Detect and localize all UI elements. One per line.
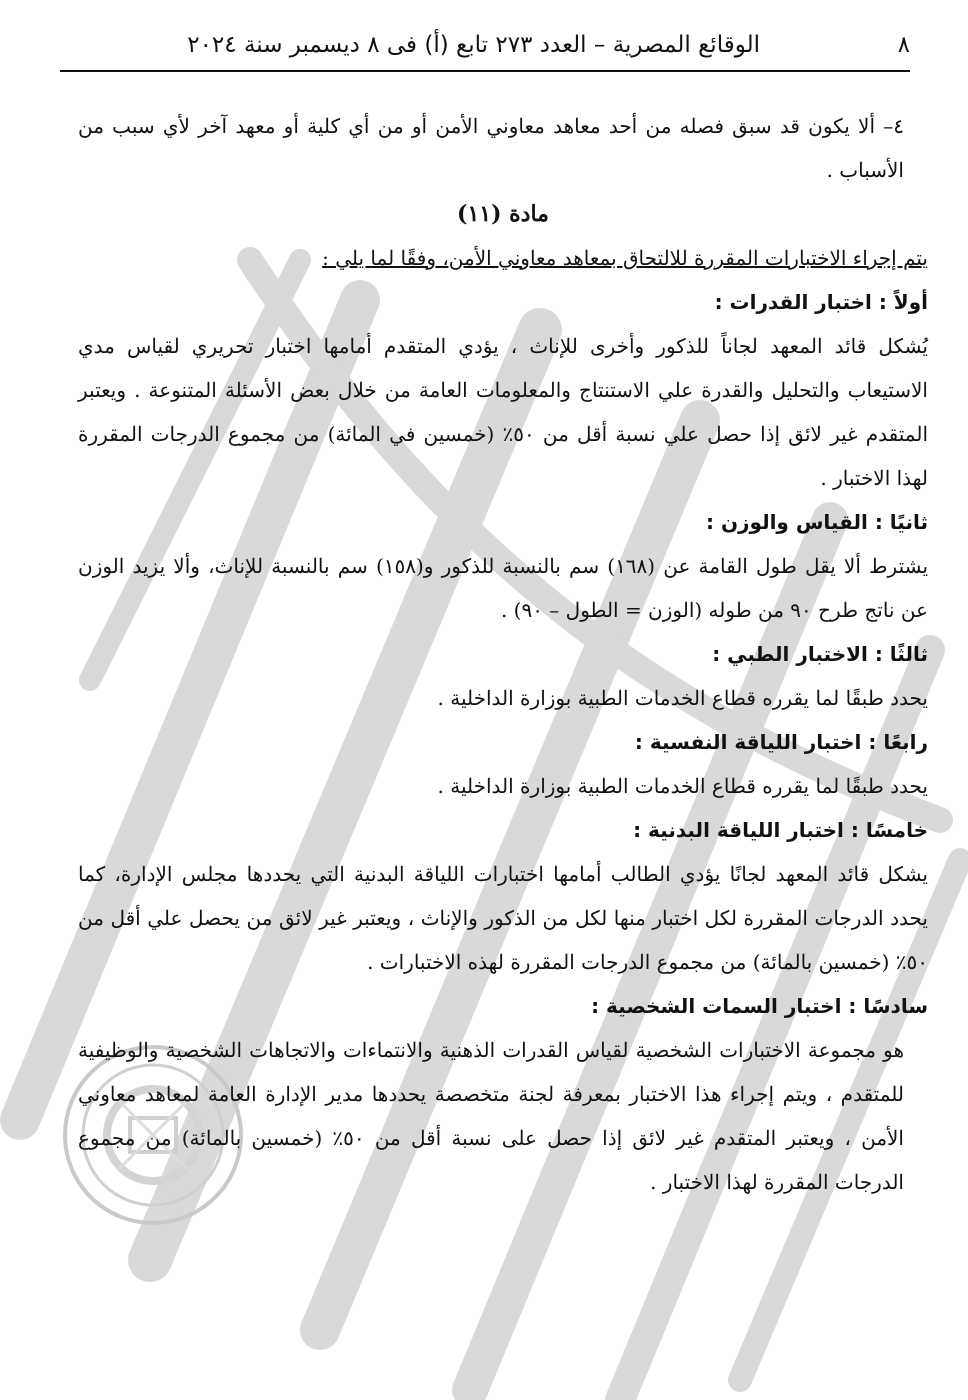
page-number: ٨	[897, 32, 910, 58]
article-intro-text: يتم إجراء الاختبارات المقررة للالتحاق بمعاهد معاوني الأمن، وفقًا لما يلي :	[322, 246, 928, 270]
article-intro	[78, 236, 928, 280]
gazette-title: الوقائع المصرية – العدد ٢٧٣ تابع (أ) فى ٨ ديسمبر سنة ٢٠٢٤	[187, 32, 760, 58]
document-body	[78, 104, 928, 1204]
section-5-text: يشكل قائد المعهد لجانًا يؤدي الطالب أمامها اختبارات اللياقة البدنية التي يحددها مجلس الإدارة، كما يحدد الدرجات المقررة لكل اختبار منها لكل من الذكور والإناث ، ويعتبر غير لائق من يحصل علي أقل من ٥٠٪ (خمسين بالمائة) من مجموع الدرجات المقررة لهذه الاختبارات .	[78, 862, 928, 974]
clause-4: ٤– ألا يكون قد سبق فصله من أحد معاهد معاوني الأمن أو من أي كلية أو معهد آخر لأي سبب من الأسباب .	[78, 114, 904, 182]
section-6-text: هو مجموعة الاختبارات الشخصية لقياس القدرات الذهنية والانتماءات والاتجاهات الشخصية والوظيفية للمتقدم ، ويتم إجراء هذا الاختبار بمعرفة لجنة متخصصة يحددها مدير الإدارة العامة لمعاهد معاوني الأمن ، ويعتبر المتقدم غير لائق إذا حصل على نسبة أقل من ٥٠٪ (خمسين بالمائة) من مجموع الدرجات المقررة لهذا الاختبار .	[78, 1038, 904, 1194]
section-3-text: يحدد طبقًا لما يقرره قطاع الخدمات الطبية بوزارة الداخلية .	[437, 686, 928, 710]
section-1-title: أولاً : اختبار القدرات :	[714, 290, 928, 314]
article-title: مادة (١١)	[457, 201, 549, 227]
section-4-title: رابعًا : اختبار اللياقة النفسية :	[634, 730, 928, 754]
section-2-title: ثانيًا : القياس والوزن :	[705, 510, 928, 534]
page-header	[60, 28, 910, 72]
section-2-text: يشترط ألا يقل طول القامة عن (١٦٨) سم بالنسبة للذكور و(١٥٨) سم بالنسبة للإناث، وألا يزيد الوزن عن ناتج طرح ٩٠ من طوله (الوزن = الطول – ٩٠) .	[78, 554, 929, 622]
section-5-title: خامسًا : اختبار اللياقة البدنية :	[633, 818, 928, 842]
section-3-title: ثالثًا : الاختبار الطبي :	[712, 642, 928, 666]
section-4-text: يحدد طبقًا لما يقرره قطاع الخدمات الطبية بوزارة الداخلية .	[437, 774, 928, 798]
section-1-text: يُشكل قائد المعهد لجاناً للذكور وأخرى للإناث ، يؤدي المتقدم أمامها اختبار تحريري لقياس مدي الاستيعاب والتحليل والقدرة علي الاستنتاج والمعلومات العامة من خلال بعض الأسئلة المتنوعة . ويعتبر المتقدم غير لائق إذا حصل علي نسبة أقل من ٥٠٪ (خمسين في المائة) من مجموع الدرجات المقررة لهذا الاختبار .	[78, 334, 929, 490]
section-6-title: سادسًا : اختبار السمات الشخصية :	[591, 994, 928, 1018]
